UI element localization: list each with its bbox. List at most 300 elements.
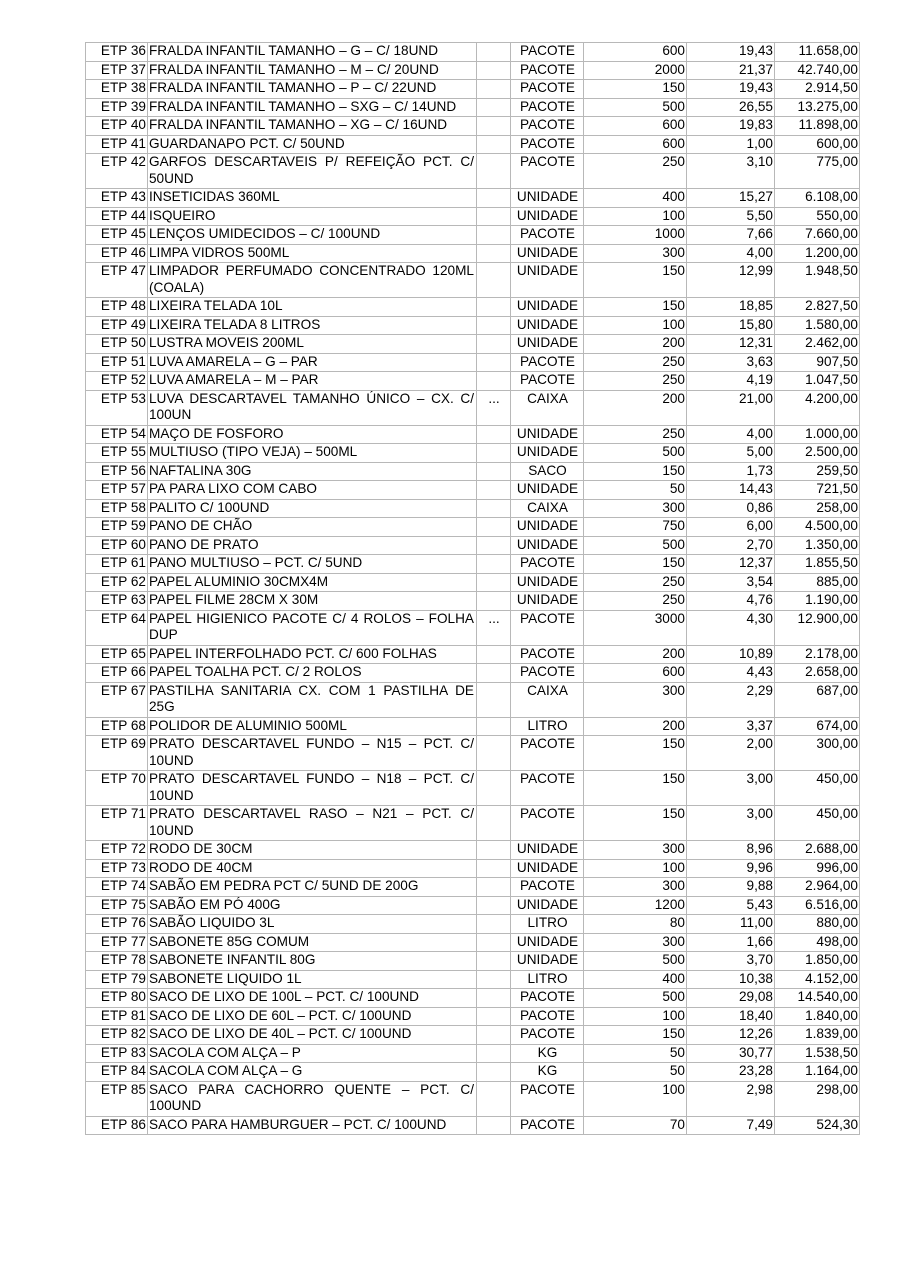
item-code: ETP 58 [86,499,148,518]
item-unit-price: 2,29 [687,682,775,717]
item-code: ETP 67 [86,682,148,717]
item-unit: UNIDADE [511,263,584,298]
item-unit: PACOTE [511,806,584,841]
table-row [86,390,860,425]
item-quantity: 150 [584,555,687,574]
item-mark [477,771,511,806]
item-total: 4.500,00 [775,518,860,537]
item-unit-price: 4,19 [687,372,775,391]
item-unit-price: 9,96 [687,859,775,878]
item-mark [477,682,511,717]
item-unit-price: 9,88 [687,878,775,897]
item-total: 1.164,00 [775,1063,860,1082]
item-description: SABONETE 85G COMUM [148,933,477,952]
item-mark [477,1007,511,1026]
item-description: SACOLA COM ALÇA – P [148,1044,477,1063]
item-total: 1.850,00 [775,952,860,971]
item-code: ETP 66 [86,664,148,683]
item-code: ETP 85 [86,1081,148,1116]
item-quantity: 50 [584,1063,687,1082]
item-unit-price: 7,66 [687,226,775,245]
item-unit: UNIDADE [511,573,584,592]
item-unit-price: 19,83 [687,117,775,136]
item-unit: PACOTE [511,878,584,897]
item-quantity: 100 [584,1007,687,1026]
item-quantity: 70 [584,1116,687,1135]
table-row [86,481,860,500]
item-code: ETP 54 [86,425,148,444]
item-quantity: 150 [584,736,687,771]
item-mark [477,372,511,391]
item-mark [477,806,511,841]
item-code: ETP 78 [86,952,148,971]
item-unit-price: 14,43 [687,481,775,500]
item-description: RODO DE 30CM [148,841,477,860]
item-description: SACO DE LIXO DE 100L – PCT. C/ 100UND [148,989,477,1008]
item-mark [477,263,511,298]
item-unit: PACOTE [511,771,584,806]
item-total: 450,00 [775,771,860,806]
item-code: ETP 41 [86,135,148,154]
item-unit-price: 12,26 [687,1026,775,1045]
table-row [86,353,860,372]
table-row [86,518,860,537]
table-row [86,664,860,683]
item-unit: PACOTE [511,98,584,117]
item-quantity: 200 [584,717,687,736]
item-code: ETP 83 [86,1044,148,1063]
item-description: PAPEL INTERFOLHADO PCT. C/ 600 FOLHAS [148,645,477,664]
item-unit-price: 15,80 [687,316,775,335]
item-unit-price: 3,00 [687,771,775,806]
item-total: 42.740,00 [775,61,860,80]
item-code: ETP 42 [86,154,148,189]
item-description: FRALDA INFANTIL TAMANHO – XG – C/ 16UND [148,117,477,136]
table-row [86,61,860,80]
item-unit: SACO [511,462,584,481]
item-quantity: 3000 [584,610,687,645]
item-quantity: 150 [584,263,687,298]
item-unit-price: 8,96 [687,841,775,860]
item-quantity: 500 [584,98,687,117]
table-row [86,316,860,335]
item-mark [477,1063,511,1082]
item-total: 1.190,00 [775,592,860,611]
item-unit-price: 23,28 [687,1063,775,1082]
item-unit-price: 4,76 [687,592,775,611]
table-row [86,970,860,989]
item-description: PA PARA LIXO COM CABO [148,481,477,500]
item-total: 1.350,00 [775,536,860,555]
item-unit: UNIDADE [511,298,584,317]
item-mark [477,207,511,226]
item-unit-price: 3,63 [687,353,775,372]
item-mark [477,117,511,136]
item-unit: PACOTE [511,353,584,372]
table-row [86,859,860,878]
item-code: ETP 75 [86,896,148,915]
item-mark [477,462,511,481]
item-code: ETP 62 [86,573,148,592]
item-mark [477,425,511,444]
item-unit: PACOTE [511,117,584,136]
item-description: SABONETE LIQUIDO 1L [148,970,477,989]
item-unit: UNIDADE [511,244,584,263]
item-description: LUVA DESCARTAVEL TAMANHO ÚNICO – CX. C/ 100UN [148,390,477,425]
item-mark [477,518,511,537]
item-total: 6.516,00 [775,896,860,915]
item-quantity: 250 [584,353,687,372]
item-mark [477,298,511,317]
item-mark [477,61,511,80]
item-unit-price: 5,00 [687,444,775,463]
item-unit-price: 7,49 [687,1116,775,1135]
item-code: ETP 84 [86,1063,148,1082]
item-description: PRATO DESCARTAVEL FUNDO – N18 – PCT. C/ 10UND [148,771,477,806]
item-unit-price: 10,89 [687,645,775,664]
items-table [85,42,860,1135]
item-unit: CAIXA [511,682,584,717]
item-unit-price: 2,98 [687,1081,775,1116]
item-unit: LITRO [511,970,584,989]
item-total: 259,50 [775,462,860,481]
item-quantity: 150 [584,771,687,806]
item-unit-price: 3,10 [687,154,775,189]
item-code: ETP 52 [86,372,148,391]
item-code: ETP 59 [86,518,148,537]
item-quantity: 300 [584,933,687,952]
item-total: 2.964,00 [775,878,860,897]
item-unit: KG [511,1063,584,1082]
table-row [86,154,860,189]
item-unit: UNIDADE [511,444,584,463]
item-description: GARFOS DESCARTAVEIS P/ REFEIÇÃO PCT. C/ 50UND [148,154,477,189]
item-code: ETP 71 [86,806,148,841]
item-unit: UNIDADE [511,592,584,611]
item-quantity: 200 [584,390,687,425]
item-code: ETP 50 [86,335,148,354]
item-code: ETP 64 [86,610,148,645]
item-total: 880,00 [775,915,860,934]
table-row [86,1063,860,1082]
table-row [86,645,860,664]
item-code: ETP 36 [86,43,148,62]
item-description: FRALDA INFANTIL TAMANHO – P – C/ 22UND [148,80,477,99]
item-description: LIXEIRA TELADA 10L [148,298,477,317]
item-unit-price: 12,37 [687,555,775,574]
item-code: ETP 82 [86,1026,148,1045]
item-unit-price: 1,73 [687,462,775,481]
item-quantity: 80 [584,915,687,934]
item-code: ETP 57 [86,481,148,500]
item-mark [477,43,511,62]
item-unit: KG [511,1044,584,1063]
item-unit: PACOTE [511,372,584,391]
item-unit-price: 29,08 [687,989,775,1008]
item-description: LUSTRA MOVEIS 200ML [148,335,477,354]
item-unit: PACOTE [511,1026,584,1045]
item-quantity: 600 [584,117,687,136]
table-row [86,933,860,952]
item-total: 1.948,50 [775,263,860,298]
item-quantity: 150 [584,298,687,317]
item-mark [477,859,511,878]
item-mark [477,933,511,952]
table-row [86,1044,860,1063]
item-unit-price: 2,00 [687,736,775,771]
item-quantity: 200 [584,645,687,664]
item-unit: PACOTE [511,135,584,154]
item-code: ETP 38 [86,80,148,99]
item-unit: LITRO [511,717,584,736]
item-mark [477,189,511,208]
item-unit-price: 3,00 [687,806,775,841]
item-mark [477,536,511,555]
item-description: PAPEL HIGIENICO PACOTE C/ 4 ROLOS – FOLHA DUP [148,610,477,645]
item-total: 1.047,50 [775,372,860,391]
item-mark [477,645,511,664]
item-quantity: 400 [584,970,687,989]
item-unit-price: 1,00 [687,135,775,154]
table-row [86,335,860,354]
item-total: 2.500,00 [775,444,860,463]
item-description: FRALDA INFANTIL TAMANHO – G – C/ 18UND [148,43,477,62]
item-unit-price: 6,00 [687,518,775,537]
table-row [86,915,860,934]
item-unit-price: 19,43 [687,43,775,62]
table-row [86,298,860,317]
item-quantity: 250 [584,573,687,592]
item-mark [477,226,511,245]
item-mark [477,555,511,574]
item-unit-price: 30,77 [687,1044,775,1063]
item-unit-price: 19,43 [687,80,775,99]
item-mark [477,896,511,915]
item-quantity: 400 [584,189,687,208]
item-code: ETP 47 [86,263,148,298]
item-quantity: 300 [584,244,687,263]
item-mark [477,952,511,971]
item-description: LIMPADOR PERFUMADO CONCENTRADO 120ML (COALA) [148,263,477,298]
item-mark [477,989,511,1008]
item-unit-price: 15,27 [687,189,775,208]
item-unit-price: 4,00 [687,244,775,263]
item-total: 687,00 [775,682,860,717]
item-quantity: 300 [584,841,687,860]
item-mark [477,244,511,263]
item-unit: UNIDADE [511,425,584,444]
item-description: SACO PARA HAMBURGUER – PCT. C/ 100UND [148,1116,477,1135]
item-mark [477,1026,511,1045]
item-quantity: 1200 [584,896,687,915]
item-mark [477,717,511,736]
item-unit: PACOTE [511,226,584,245]
item-description: FRALDA INFANTIL TAMANHO – M – C/ 20UND [148,61,477,80]
item-quantity: 150 [584,80,687,99]
item-description: FRALDA INFANTIL TAMANHO – SXG – C/ 14UND [148,98,477,117]
item-unit: PACOTE [511,80,584,99]
table-row [86,80,860,99]
item-unit: UNIDADE [511,841,584,860]
table-row [86,263,860,298]
item-code: ETP 68 [86,717,148,736]
item-mark: ... [477,390,511,425]
items-table-body [86,43,860,1135]
table-row [86,736,860,771]
item-quantity: 2000 [584,61,687,80]
item-quantity: 100 [584,859,687,878]
item-unit: CAIXA [511,390,584,425]
item-description: SABONETE INFANTIL 80G [148,952,477,971]
item-quantity: 100 [584,207,687,226]
table-row [86,444,860,463]
item-total: 907,50 [775,353,860,372]
item-code: ETP 73 [86,859,148,878]
item-total: 2.462,00 [775,335,860,354]
item-quantity: 500 [584,952,687,971]
table-row [86,952,860,971]
item-quantity: 300 [584,878,687,897]
item-quantity: 500 [584,444,687,463]
item-description: LENÇOS UMIDECIDOS – C/ 100UND [148,226,477,245]
item-description: LUVA AMARELA – M – PAR [148,372,477,391]
item-unit-price: 21,00 [687,390,775,425]
item-code: ETP 80 [86,989,148,1008]
item-description: GUARDANAPO PCT. C/ 50UND [148,135,477,154]
table-row [86,1007,860,1026]
item-unit: PACOTE [511,43,584,62]
item-quantity: 600 [584,43,687,62]
item-total: 2.914,50 [775,80,860,99]
item-unit: UNIDADE [511,335,584,354]
item-description: RODO DE 40CM [148,859,477,878]
item-description: POLIDOR DE ALUMINIO 500ML [148,717,477,736]
item-quantity: 750 [584,518,687,537]
item-mark [477,98,511,117]
item-quantity: 300 [584,499,687,518]
item-quantity: 600 [584,135,687,154]
item-code: ETP 86 [86,1116,148,1135]
table-row [86,43,860,62]
item-code: ETP 70 [86,771,148,806]
table-row [86,98,860,117]
item-description: LIXEIRA TELADA 8 LITROS [148,316,477,335]
item-total: 450,00 [775,806,860,841]
item-mark [477,481,511,500]
table-row [86,244,860,263]
item-description: PANO DE CHÃO [148,518,477,537]
item-description: ISQUEIRO [148,207,477,226]
table-row [86,555,860,574]
item-mark [477,135,511,154]
item-unit-price: 21,37 [687,61,775,80]
item-mark [477,664,511,683]
item-description: MULTIUSO (TIPO VEJA) – 500ML [148,444,477,463]
item-description: PRATO DESCARTAVEL FUNDO – N15 – PCT. C/ 10UND [148,736,477,771]
item-unit-price: 26,55 [687,98,775,117]
item-unit: PACOTE [511,645,584,664]
item-unit: PACOTE [511,610,584,645]
item-total: 11.898,00 [775,117,860,136]
item-code: ETP 65 [86,645,148,664]
item-code: ETP 61 [86,555,148,574]
item-description: PANO DE PRATO [148,536,477,555]
item-code: ETP 63 [86,592,148,611]
table-row [86,499,860,518]
item-description: PAPEL ALUMINIO 30CMX4M [148,573,477,592]
item-code: ETP 48 [86,298,148,317]
item-total: 300,00 [775,736,860,771]
item-total: 721,50 [775,481,860,500]
item-code: ETP 46 [86,244,148,263]
item-mark [477,915,511,934]
item-unit-price: 11,00 [687,915,775,934]
item-mark [477,1116,511,1135]
item-description: NAFTALINA 30G [148,462,477,481]
item-mark [477,1081,511,1116]
item-quantity: 500 [584,989,687,1008]
item-total: 1.855,50 [775,555,860,574]
table-row [86,682,860,717]
item-unit-price: 4,00 [687,425,775,444]
item-total: 996,00 [775,859,860,878]
item-mark [477,316,511,335]
item-total: 550,00 [775,207,860,226]
item-total: 4.200,00 [775,390,860,425]
item-code: ETP 43 [86,189,148,208]
item-total: 524,30 [775,1116,860,1135]
item-code: ETP 56 [86,462,148,481]
item-code: ETP 69 [86,736,148,771]
table-row [86,462,860,481]
item-total: 1.839,00 [775,1026,860,1045]
item-unit: PACOTE [511,1116,584,1135]
item-mark [477,154,511,189]
item-total: 1.000,00 [775,425,860,444]
item-code: ETP 45 [86,226,148,245]
item-total: 2.178,00 [775,645,860,664]
item-unit: UNIDADE [511,933,584,952]
item-mark [477,80,511,99]
item-code: ETP 53 [86,390,148,425]
item-description: PRATO DESCARTAVEL RASO – N21 – PCT. C/ 10UND [148,806,477,841]
item-description: PANO MULTIUSO – PCT. C/ 5UND [148,555,477,574]
item-unit: UNIDADE [511,896,584,915]
table-row [86,1116,860,1135]
item-code: ETP 76 [86,915,148,934]
item-total: 2.688,00 [775,841,860,860]
item-quantity: 200 [584,335,687,354]
item-unit: PACOTE [511,664,584,683]
item-mark [477,353,511,372]
item-code: ETP 49 [86,316,148,335]
item-description: SACO DE LIXO DE 40L – PCT. C/ 100UND [148,1026,477,1045]
item-total: 498,00 [775,933,860,952]
item-quantity: 250 [584,154,687,189]
table-row [86,117,860,136]
table-row [86,425,860,444]
item-quantity: 150 [584,462,687,481]
item-description: LIMPA VIDROS 500ML [148,244,477,263]
item-unit: PACOTE [511,1081,584,1116]
item-unit: UNIDADE [511,481,584,500]
item-quantity: 300 [584,682,687,717]
table-row [86,573,860,592]
table-row [86,896,860,915]
item-unit: UNIDADE [511,207,584,226]
table-row [86,592,860,611]
item-mark [477,573,511,592]
